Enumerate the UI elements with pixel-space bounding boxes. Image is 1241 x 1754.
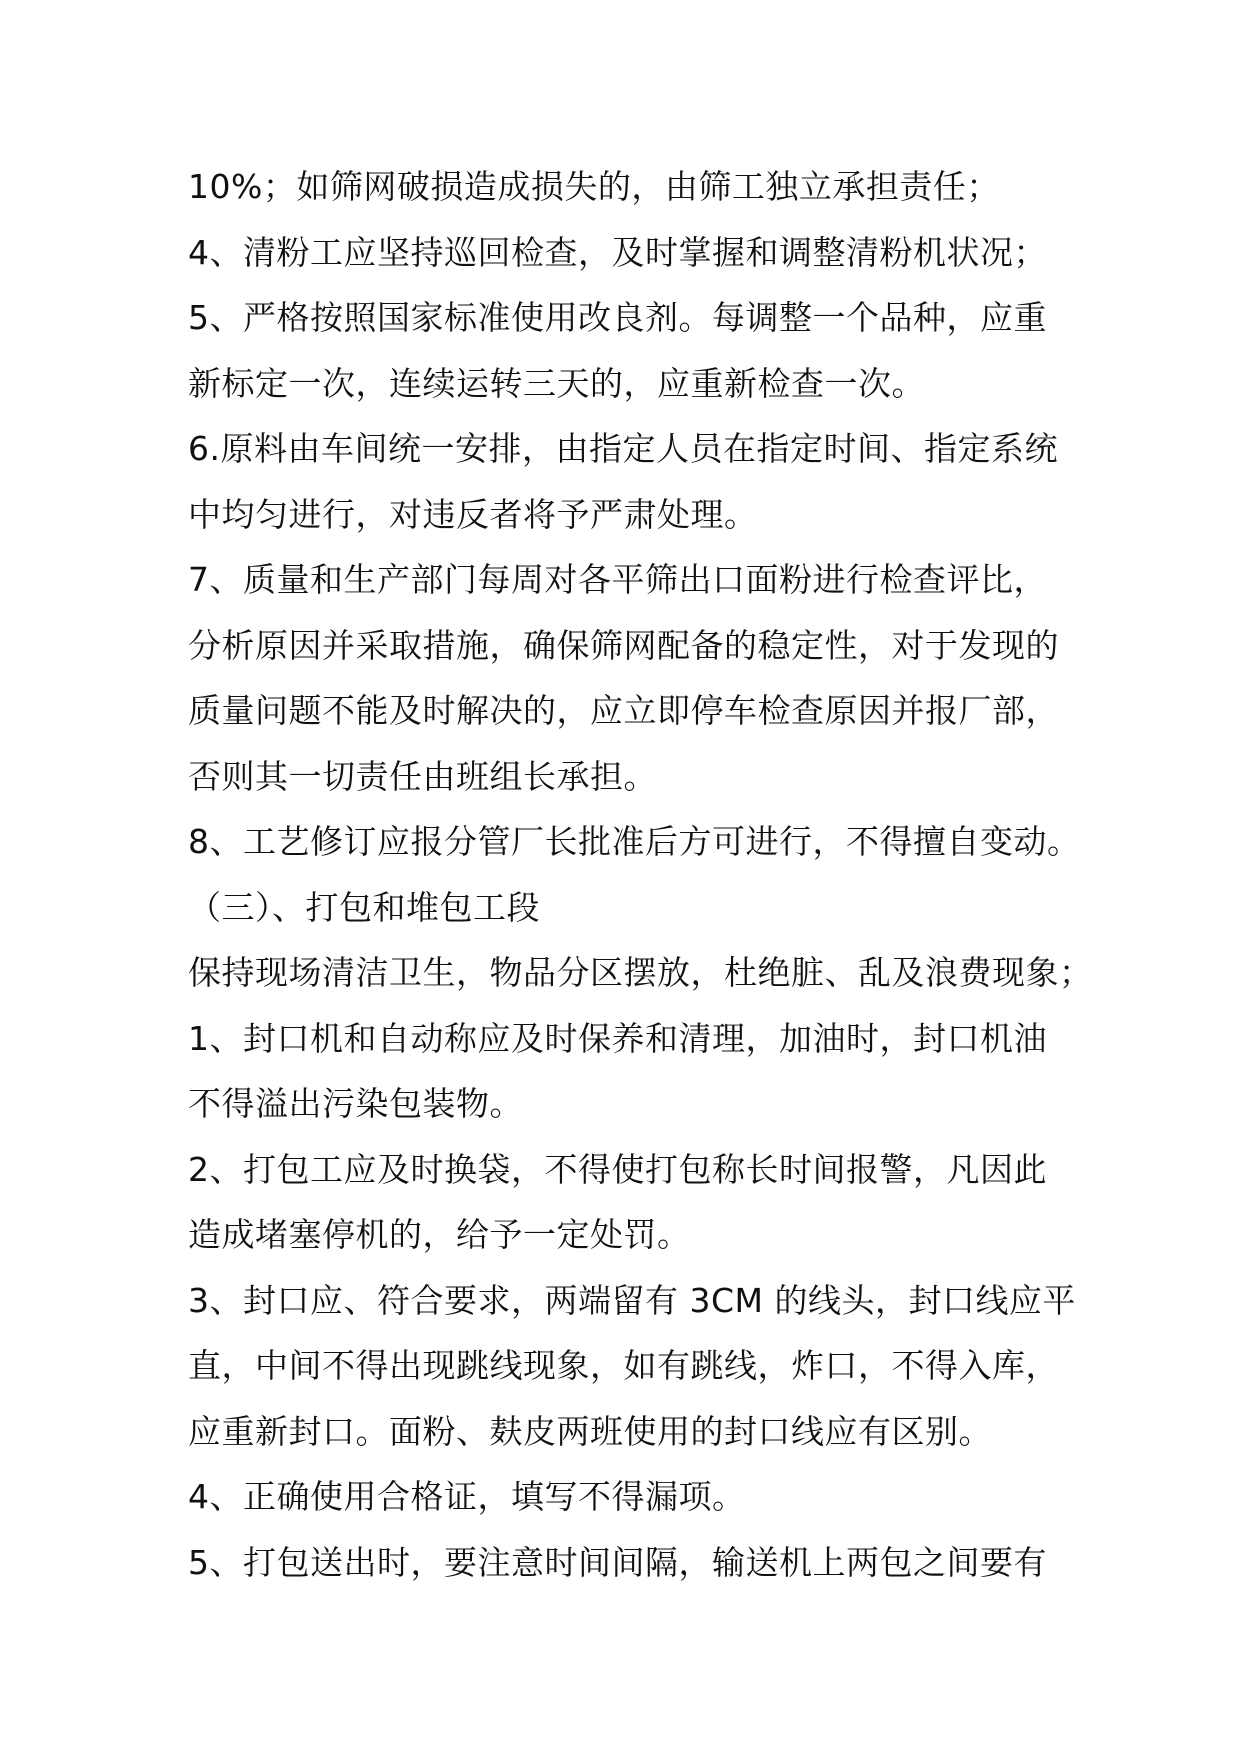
text-line: 造成堵塞停机的，给予一定处罚。 xyxy=(188,1215,691,1254)
text-line: 质量问题不能及时解决的，应立即停车检查原因并报厂部， xyxy=(188,691,1059,730)
text-line: 保持现场清洁卫生，物品分区摆放，杜绝脏、乱及浪费现象； xyxy=(188,953,1093,992)
text-line: 8、工艺修订应报分管厂长批准后方可进行，不得擅自变动。 xyxy=(188,822,1081,861)
text-line: 应重新封口。面粉、麸皮两班使用的封口线应有区别。 xyxy=(188,1411,992,1451)
text-line: 3、封口应、符合要求，两端留有 3CM 的线头，封口线应平 xyxy=(188,1280,1076,1320)
text-line: 5、严格按照国家标准使用改良剂。每调整一个品种，应重 xyxy=(188,298,1047,337)
text-line: 5、打包送出时，要注意时间间隔，输送机上两包之间要有 xyxy=(188,1542,1047,1582)
text-line: 分析原因并采取措施，确保筛网配备的稳定性，对于发现的 xyxy=(188,625,1059,665)
text-line: 6.原料由车间统一安排，由指定人员在指定时间、指定系统 xyxy=(188,429,1058,468)
text-line: 不得溢出污染包装物。 xyxy=(188,1084,523,1123)
text-line: 1、封口机和自动称应及时保养和清理，加油时，封口机油 xyxy=(188,1018,1047,1058)
text-line: 2、打包工应及时换袋，不得使打包称长时间报警，凡因此 xyxy=(188,1149,1047,1189)
text-line: 4、正确使用合格证，填写不得漏项。 xyxy=(188,1477,746,1516)
text-line: 直，中间不得出现跳线现象，如有跳线，炸口，不得入库， xyxy=(188,1346,1059,1385)
text-line: 否则其一切责任由班组长承担。 xyxy=(188,756,657,796)
text-line: 新标定一次，连续运转三天的，应重新检查一次。 xyxy=(188,363,925,403)
text-line: 中均匀进行，对违反者将予严肃处理。 xyxy=(188,494,758,534)
section-heading: （三）、打包和堆包工段 xyxy=(188,887,540,927)
text-line: 4、清粉工应坚持巡回检查，及时掌握和调整清粉机状况； xyxy=(188,232,1047,272)
body-text xyxy=(188,154,1093,1595)
text-line: 7、质量和生产部门每周对各平筛出口面粉进行检查评比， xyxy=(188,560,1047,599)
text-line: 10%；如筛网破损造成损失的，由筛工独立承担责任； xyxy=(188,167,1000,206)
